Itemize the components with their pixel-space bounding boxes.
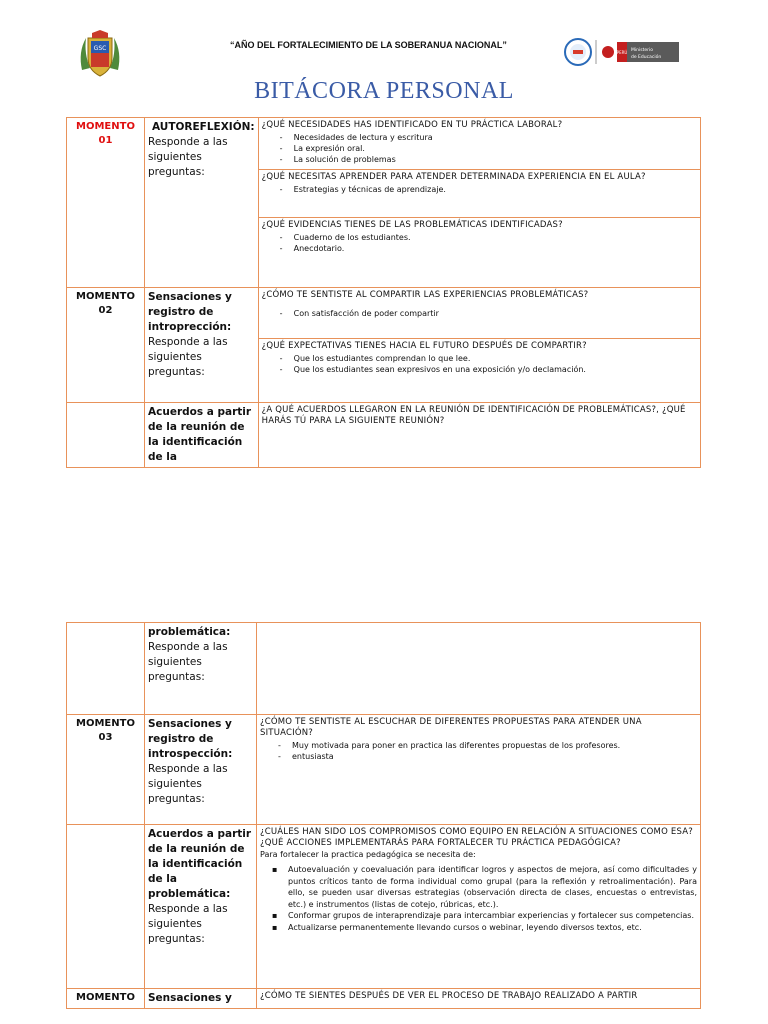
answer-item: - Muy motivada para poner en practica las diferentes propuestas de los profesores. <box>278 740 697 751</box>
answer-item: - Necesidades de lectura y escritura <box>280 132 697 143</box>
table-row <box>67 118 701 170</box>
answer-item: - Que los estudiantes comprendan lo que lee. <box>280 353 697 364</box>
table-row <box>67 715 701 825</box>
question-cell <box>258 118 700 170</box>
answer-item: - entusiasta <box>278 751 697 762</box>
answer-item: - La expresión oral. <box>280 143 697 154</box>
school-crest-icon <box>76 30 124 80</box>
category-cell <box>145 825 257 989</box>
moment-label: MOMENTO 01 <box>67 118 145 288</box>
answer-item: - Con satisfacción de poder compartir <box>280 308 697 319</box>
bullet-item: ▪ Autoevaluación y coevaluación para identificar logros y aspectos de mejora, así como dificultades y puntos críticos tanto de forma individual como grupal (para la reflexión y retroalimentación). Para ello, se pueden usar diversas estrategias (observación directa de clases, encuestas o entrevistas, etc.) e instrumentos (listas de cotejo, rúbricas, etc.). <box>266 864 697 910</box>
empty-cell <box>67 825 145 989</box>
question-text: ¿CÓMO TE SENTISTE AL ESCUCHAR DE DIFERENTES PROPUESTAS PARA ATENDER UNA SITUACIÓN? <box>260 717 642 738</box>
table-row <box>67 825 701 989</box>
answer-list <box>280 308 697 319</box>
category-cell <box>145 715 257 825</box>
question-cell <box>257 989 701 1009</box>
category-text: Responde a las siguientes preguntas: <box>148 136 228 178</box>
question-text: ¿CUÁLES HAN SIDO LOS COMPROMISOS COMO EQUIPO EN RELACIÓN A SITUACIONES COMO ESA? <box>260 827 693 837</box>
minedu-logos-icon <box>562 36 682 68</box>
table-row <box>67 403 701 468</box>
category-title: problemática: <box>148 626 231 638</box>
moment-label: MOMENTO 02 <box>67 288 145 403</box>
category-cell <box>145 403 259 468</box>
category-title: Sensaciones y <box>148 992 232 1004</box>
question-text: ¿QUÉ EVIDENCIAS TIENES DE LAS PROBLEMÁTICAS IDENTIFICADAS? <box>261 220 563 230</box>
question-text: ¿A QUÉ ACUERDOS LLEGARON EN LA REUNIÓN DE IDENTIFICACIÓN DE PROBLEMÁTICAS?, ¿QUÉ HARÁS TÚ PARA LA SIGUIENTE REUNIÓN? <box>261 405 686 426</box>
question-text: ¿QUÉ EXPECTATIVAS TIENES HACIA EL FUTURO DESPUÉS DE COMPARTIR? <box>261 341 587 351</box>
category-text: Responde a las siguientes preguntas: <box>148 641 228 683</box>
answer-list <box>280 353 697 375</box>
question-cell <box>257 623 701 715</box>
category-cell <box>145 288 259 403</box>
page-2 <box>0 590 768 1024</box>
answer-list <box>280 132 697 165</box>
category-cell <box>145 118 259 288</box>
category-text: Responde a las siguientes preguntas: <box>148 903 228 945</box>
svg-text:Ministerio: Ministerio <box>631 48 653 53</box>
table-row <box>67 623 701 715</box>
answer-item: - Cuaderno de los estudiantes. <box>280 232 697 243</box>
document-title: BITÁCORA PERSONAL <box>254 78 514 104</box>
question-text: ¿CÓMO TE SIENTES DESPUÉS DE VER EL PROCESO DE TRABAJO REALIZADO A PARTIR <box>260 991 638 1001</box>
log-table-page-2 <box>66 622 701 1009</box>
category-cell <box>145 623 257 715</box>
answer-item: - La solución de problemas <box>280 154 697 165</box>
header-motto: “AÑO DEL FORTALECIMIENTO DE LA SOBERANUA NACIONAL” <box>230 40 507 50</box>
category-text: Responde a las siguientes preguntas: <box>148 763 228 805</box>
category-text: Responde a las siguientes preguntas: <box>148 336 228 378</box>
question-cell <box>258 170 700 218</box>
answer-item: - Anecdotario. <box>280 243 697 254</box>
moment-label: MOMENTO 03 <box>67 715 145 825</box>
question-cell <box>257 825 701 989</box>
category-title: Sensaciones y registro de introprección: <box>148 291 232 333</box>
category-title: Acuerdos a partir de la reunión de la identificación de la <box>148 406 252 463</box>
answer-list <box>280 184 697 195</box>
category-title: AUTOREFLEXIÓN: <box>152 121 255 133</box>
moment-label: MOMENTO <box>67 989 145 1009</box>
log-table-page-1 <box>66 117 701 468</box>
category-cell <box>145 989 257 1009</box>
question-text: ¿CÓMO TE SENTISTE AL COMPARTIR LAS EXPERIENCIAS PROBLEMÁTICAS? <box>261 290 589 300</box>
empty-cell <box>67 623 145 715</box>
svg-text:GSC: GSC <box>93 45 107 52</box>
table-row <box>67 989 701 1009</box>
question-cell <box>258 218 700 288</box>
peru-text: PERÚ <box>616 50 628 55</box>
answer-list <box>280 232 697 254</box>
question-text: ¿QUÉ NECESITAS APRENDER PARA ATENDER DETERMINADA EXPERIENCIA EN EL AULA? <box>261 172 646 182</box>
question-cell <box>257 715 701 825</box>
answer-item: - Que los estudiantes sean expresivos en una exposición y/o declamación. <box>280 364 697 375</box>
bullet-list <box>266 864 697 933</box>
category-title: Sensaciones y registro de introspección: <box>148 718 233 760</box>
category-title: Acuerdos a partir de la reunión de la identificación de la problemática: <box>148 828 252 900</box>
answer-item: - Estrategias y técnicas de aprendizaje. <box>280 184 697 195</box>
question-cell <box>258 403 700 468</box>
empty-cell <box>67 403 145 468</box>
answer-list <box>278 740 697 762</box>
intro-text: Para fortalecer la practica pedagógica se necesita de: <box>260 850 476 859</box>
page-1 <box>0 0 768 470</box>
question-text: ¿QUÉ NECESIDADES HAS IDENTIFICADO EN TU PRÁCTICA LABORAL? <box>261 120 563 130</box>
question-cell <box>258 339 700 403</box>
bullet-item: ▪ Actualizarse permanentemente llevando cursos o webinar, leyendo diversos textos, etc. <box>266 922 697 934</box>
bullet-item: ▪ Conformar grupos de interaprendizaje para intercambiar experiencias y fortalecer sus competencias. <box>266 910 697 922</box>
question-text: ¿QUÉ ACCIONES IMPLEMENTARÁS PARA FORTALECER TU PRÁCTICA PEDAGÓGICA? <box>260 838 621 848</box>
table-row <box>67 288 701 339</box>
svg-text:de Educación: de Educación <box>631 55 662 60</box>
question-cell <box>258 288 700 339</box>
